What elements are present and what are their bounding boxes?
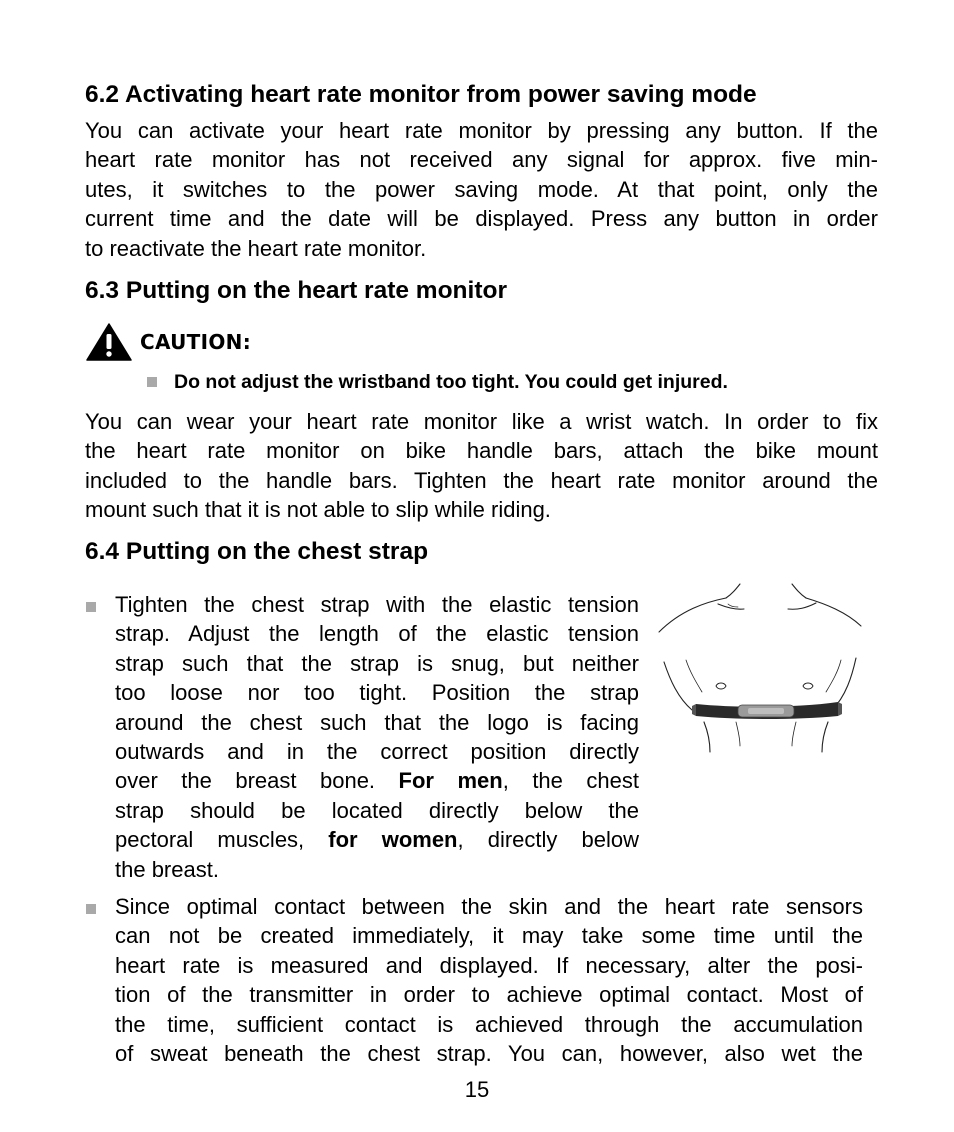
text-line: the heart rate monitor on bike handle bars, attach the bike mount (85, 438, 878, 464)
text-line: outwards and in the correct position directly (115, 738, 639, 764)
text-run: over the breast bone. (115, 768, 376, 794)
text-run: , the chest (502, 768, 639, 794)
list-item (85, 590, 640, 884)
heading-6-4: 6.4 Putting on the chest strap (85, 538, 429, 565)
text-line: too loose nor too tight. Position the strap (115, 680, 639, 706)
text-line: strap. Adjust the length of the elastic tension (115, 621, 639, 647)
text-run: pectoral muscles, (115, 827, 305, 853)
page-number: 15 (464, 1077, 490, 1102)
emphasis-men: For men (398, 768, 503, 794)
text-run: , directly below (457, 827, 639, 853)
text-line (115, 766, 639, 795)
text-line (115, 825, 639, 854)
text-line: utes, it switches to the power saving mode. At that point, only the (85, 176, 878, 202)
text-line: current time and the date will be displayed. Press any button in order (85, 206, 878, 232)
text-line: included to the handle bars. Tighten the heart rate monitor around the (85, 467, 878, 493)
text-line: tion of the transmitter in order to achieve optimal contact. Most of (115, 982, 863, 1008)
text-line: Tighten the chest strap with the elastic tension (115, 592, 639, 617)
text-line: to reactivate the heart rate monitor. (85, 235, 427, 261)
bullet-text (115, 590, 639, 884)
text-line: can not be created immediately, it may take some time until the (115, 923, 863, 949)
chest-strap-illustration (656, 580, 866, 760)
text-line: the time, sufficient contact is achieved through the accumulation (115, 1011, 863, 1037)
text-line: of sweat beneath the chest strap. You can, however, also wet the (115, 1040, 863, 1066)
caution-box (86, 322, 251, 362)
square-bullet-icon (86, 602, 96, 612)
caution-item (147, 368, 728, 396)
warning-triangle-icon (86, 323, 132, 361)
paragraph-6-3 (85, 407, 878, 525)
heading-6-2: 6.2 Activating heart rate monitor from power saving mode (85, 81, 757, 108)
bullet-text (115, 892, 863, 1068)
square-bullet-icon (147, 377, 157, 387)
text-line: mount such that it is not able to slip while riding. (85, 497, 551, 523)
text-line: strap should be located directly below the (115, 797, 639, 823)
caution-text: Do not adjust the wristband too tight. You could get injured. (174, 370, 728, 393)
text-line: heart rate monitor has not received any signal for approx. five min- (85, 147, 878, 173)
emphasis-women: for women (328, 827, 458, 853)
heading-6-3: 6.3 Putting on the heart rate monitor (85, 277, 507, 304)
list-item (85, 892, 864, 1068)
text-line: the breast. (115, 856, 219, 882)
text-line: You can wear your heart rate monitor like a wrist watch. In order to fix (85, 409, 878, 434)
text-line: heart rate is measured and displayed. If necessary, alter the posi- (115, 952, 863, 978)
paragraph-6-2 (85, 116, 878, 263)
text-line: Since optimal contact between the skin and the heart rate sensors (115, 894, 863, 919)
text-line: You can activate your heart rate monitor by pressing any button. If the (85, 118, 878, 143)
text-line: around the chest such that the logo is facing (115, 709, 639, 735)
text-line: strap such that the strap is snug, but neither (115, 650, 639, 676)
square-bullet-icon (86, 904, 96, 914)
caution-label: CAUTION: (140, 330, 252, 354)
